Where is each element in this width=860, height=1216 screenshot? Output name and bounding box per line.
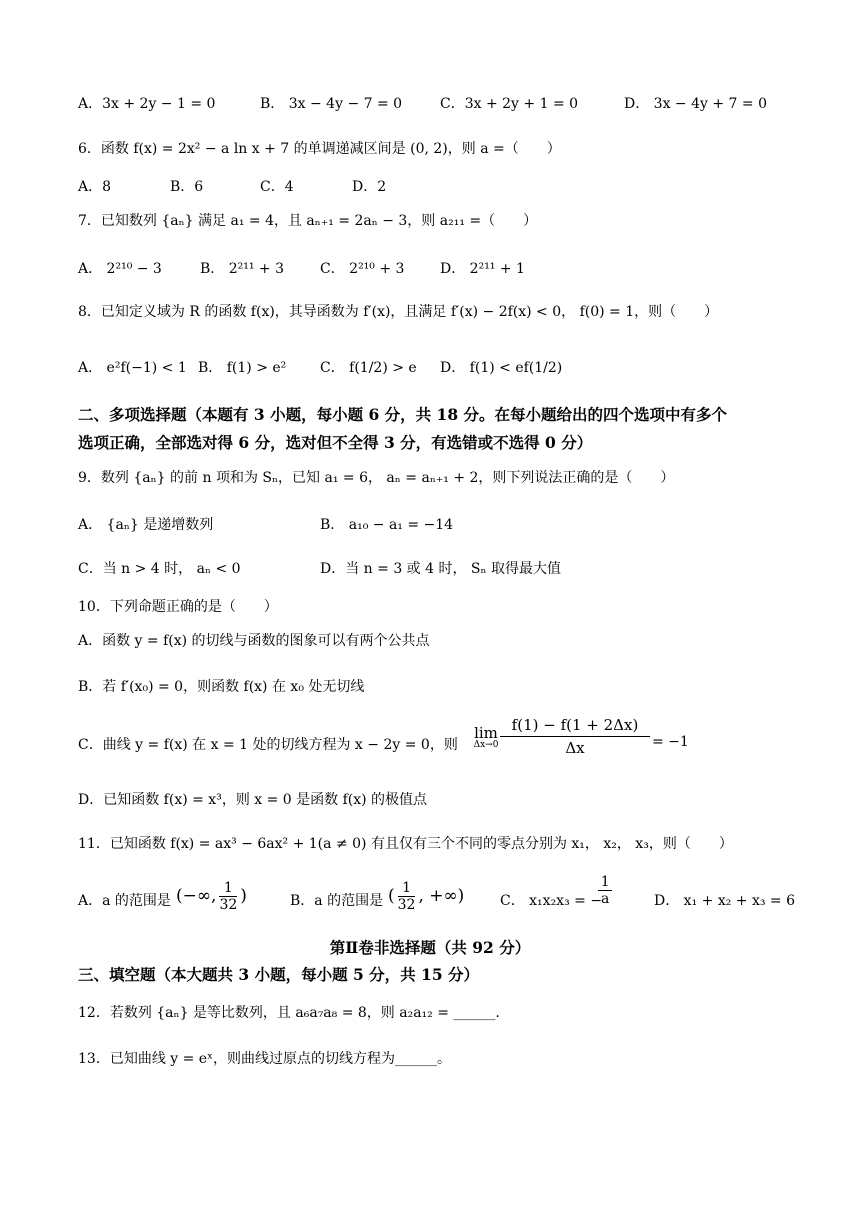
limit-denominator: Δx (500, 736, 650, 757)
q11-option-d: D． x₁ + x₂ + x₃ = 6 (654, 893, 795, 909)
limit-fraction (500, 716, 650, 757)
q10-option-b: B．若 f′(x₀) = 0，则函数 f(x) 在 x₀ 处无切线 (78, 679, 365, 695)
q11-option-c-fraction (598, 874, 612, 907)
q8-option-a: A． e²f(−1) < 1 (78, 360, 187, 376)
q11-option-a (78, 890, 171, 910)
q6-option-d: D．2 (352, 179, 387, 195)
range-a-fraction (219, 880, 237, 913)
q13: 13．已知曲线 y = eˣ，则曲线过原点的切线方程为______。 (78, 1051, 452, 1067)
q10-stem: 10．下列命题正确的是（ ） (78, 599, 278, 615)
q5-option-a: A．3x + 2y − 1 = 0 (78, 96, 216, 112)
q10-option-c-text: C．曲线 y = f(x) 在 x = 1 处的切线方程为 x − 2y = 0，则 (78, 737, 458, 753)
section-2-title-line2: 选项正确，全部选对得 6 分，选对但不全得 3 分，有选错或不选得 0 分） (78, 433, 593, 452)
q10-option-a: A．函数 y = f(x) 的切线与函数的图象可以有两个公共点 (78, 633, 430, 649)
q11-option-b (290, 890, 383, 910)
q11-option-b-range (388, 872, 464, 920)
range-a-right: ) (240, 886, 247, 906)
limit-subscript: Δx→0 (473, 740, 499, 750)
q7-option-a: A． 2²¹⁰ − 3 (78, 261, 162, 277)
q11-option-c (500, 890, 602, 910)
section-3-title: 三、填空题（本大题共 3 小题，每小题 5 分，共 15 分） (78, 965, 480, 984)
range-b-denominator: 32 (397, 896, 416, 913)
q10-option-c (78, 734, 458, 754)
range-a-numerator: 1 (223, 879, 233, 896)
q5-option-b: B． 3x − 4y − 7 = 0 (260, 96, 403, 112)
section-2-title-line1: 二、多项选择题（本题有 3 小题，每小题 6 分，共 18 分。在每小题给出的四个选项中有多个 (78, 405, 728, 424)
range-a-left: (−∞, (176, 886, 217, 906)
range-b-numerator: 1 (402, 879, 412, 896)
q6-option-c: C．4 (260, 179, 294, 195)
q5-option-d: D． 3x − 4y + 7 = 0 (624, 96, 768, 112)
limit-label: lim (474, 724, 498, 742)
q7-option-c: C． 2²¹⁰ + 3 (320, 261, 405, 277)
q12: 12．若数列 {aₙ} 是等比数列，且 a₆a₇a₈ = 8，则 a₂a₁₂ = ______. (78, 1005, 500, 1021)
limit-numerator: f(1) − f(1 + 2Δx) (511, 716, 639, 734)
q11-option-a-range (176, 872, 247, 920)
q11-option-b-text: B．a 的范围是 (290, 893, 384, 909)
q9-option-a: A． {aₙ} 是递增数列 (78, 517, 214, 533)
q10-option-d: D．已知函数 f(x) = x³，则 x = 0 是函数 f(x) 的极值点 (78, 792, 428, 808)
q7-stem: 7．已知数列 {aₙ} 满足 a₁ = 4，且 aₙ₊₁ = 2aₙ − 3，则 a₂₁₁ =（ ） (78, 213, 538, 229)
q9-option-b: B． a₁₀ − a₁ = −14 (320, 517, 454, 533)
q8-option-d: D． f(1) < ef(1/2) (440, 360, 563, 376)
limit-result: = −1 (652, 734, 689, 750)
q11-option-a-text: A．a 的范围是 (78, 893, 171, 909)
q7-option-d: D． 2²¹¹ + 1 (440, 261, 525, 277)
part-2-title: 第Ⅱ卷非选择题（共 92 分） (329, 938, 531, 957)
c-fraction-denominator: a (598, 890, 612, 907)
q6-stem: 6．函数 f(x) = 2x² − a ln x + 7 的单调递减区间是 (0, 2)，则 a =（ ） (78, 141, 561, 157)
range-b-right: , +∞) (418, 886, 465, 906)
c-fraction-numerator: 1 (600, 874, 610, 890)
q9-option-d: D．当 n = 3 或 4 时， Sₙ 取得最大值 (320, 561, 562, 577)
q11-stem: 11．已知函数 f(x) = ax³ − 6ax² + 1(a ≠ 0) 有且仅有三个不同的零点分别为 x₁， x₂， x₃，则（ ） (78, 836, 733, 852)
range-a-denominator: 32 (219, 896, 238, 913)
q8-stem: 8．已知定义域为 R 的函数 f(x)，其导函数为 f′(x)，且满足 f′(x) − 2f(x) < 0， f(0) = 1，则（ ） (78, 304, 719, 320)
q7-option-b: B． 2²¹¹ + 3 (200, 261, 285, 277)
q9-stem: 9．数列 {aₙ} 的前 n 项和为 Sₙ，已知 a₁ = 6， aₙ = aₙ₊₁ + 2，则下列说法正确的是（ ） (78, 470, 675, 486)
range-b-left: ( (388, 886, 395, 906)
q8-option-c: C． f(1/2) > e (320, 360, 417, 376)
q8-option-b: B． f(1) > e² (198, 360, 287, 376)
q5-option-c: C．3x + 2y + 1 = 0 (440, 96, 579, 112)
range-b-fraction (398, 880, 416, 913)
q6-option-a: A．8 (78, 179, 112, 195)
q11-option-c-text: C． x₁x₂x₃ = − (500, 893, 603, 909)
q9-option-c: C．当 n > 4 时， aₙ < 0 (78, 561, 241, 577)
q6-option-b: B．6 (170, 179, 204, 195)
